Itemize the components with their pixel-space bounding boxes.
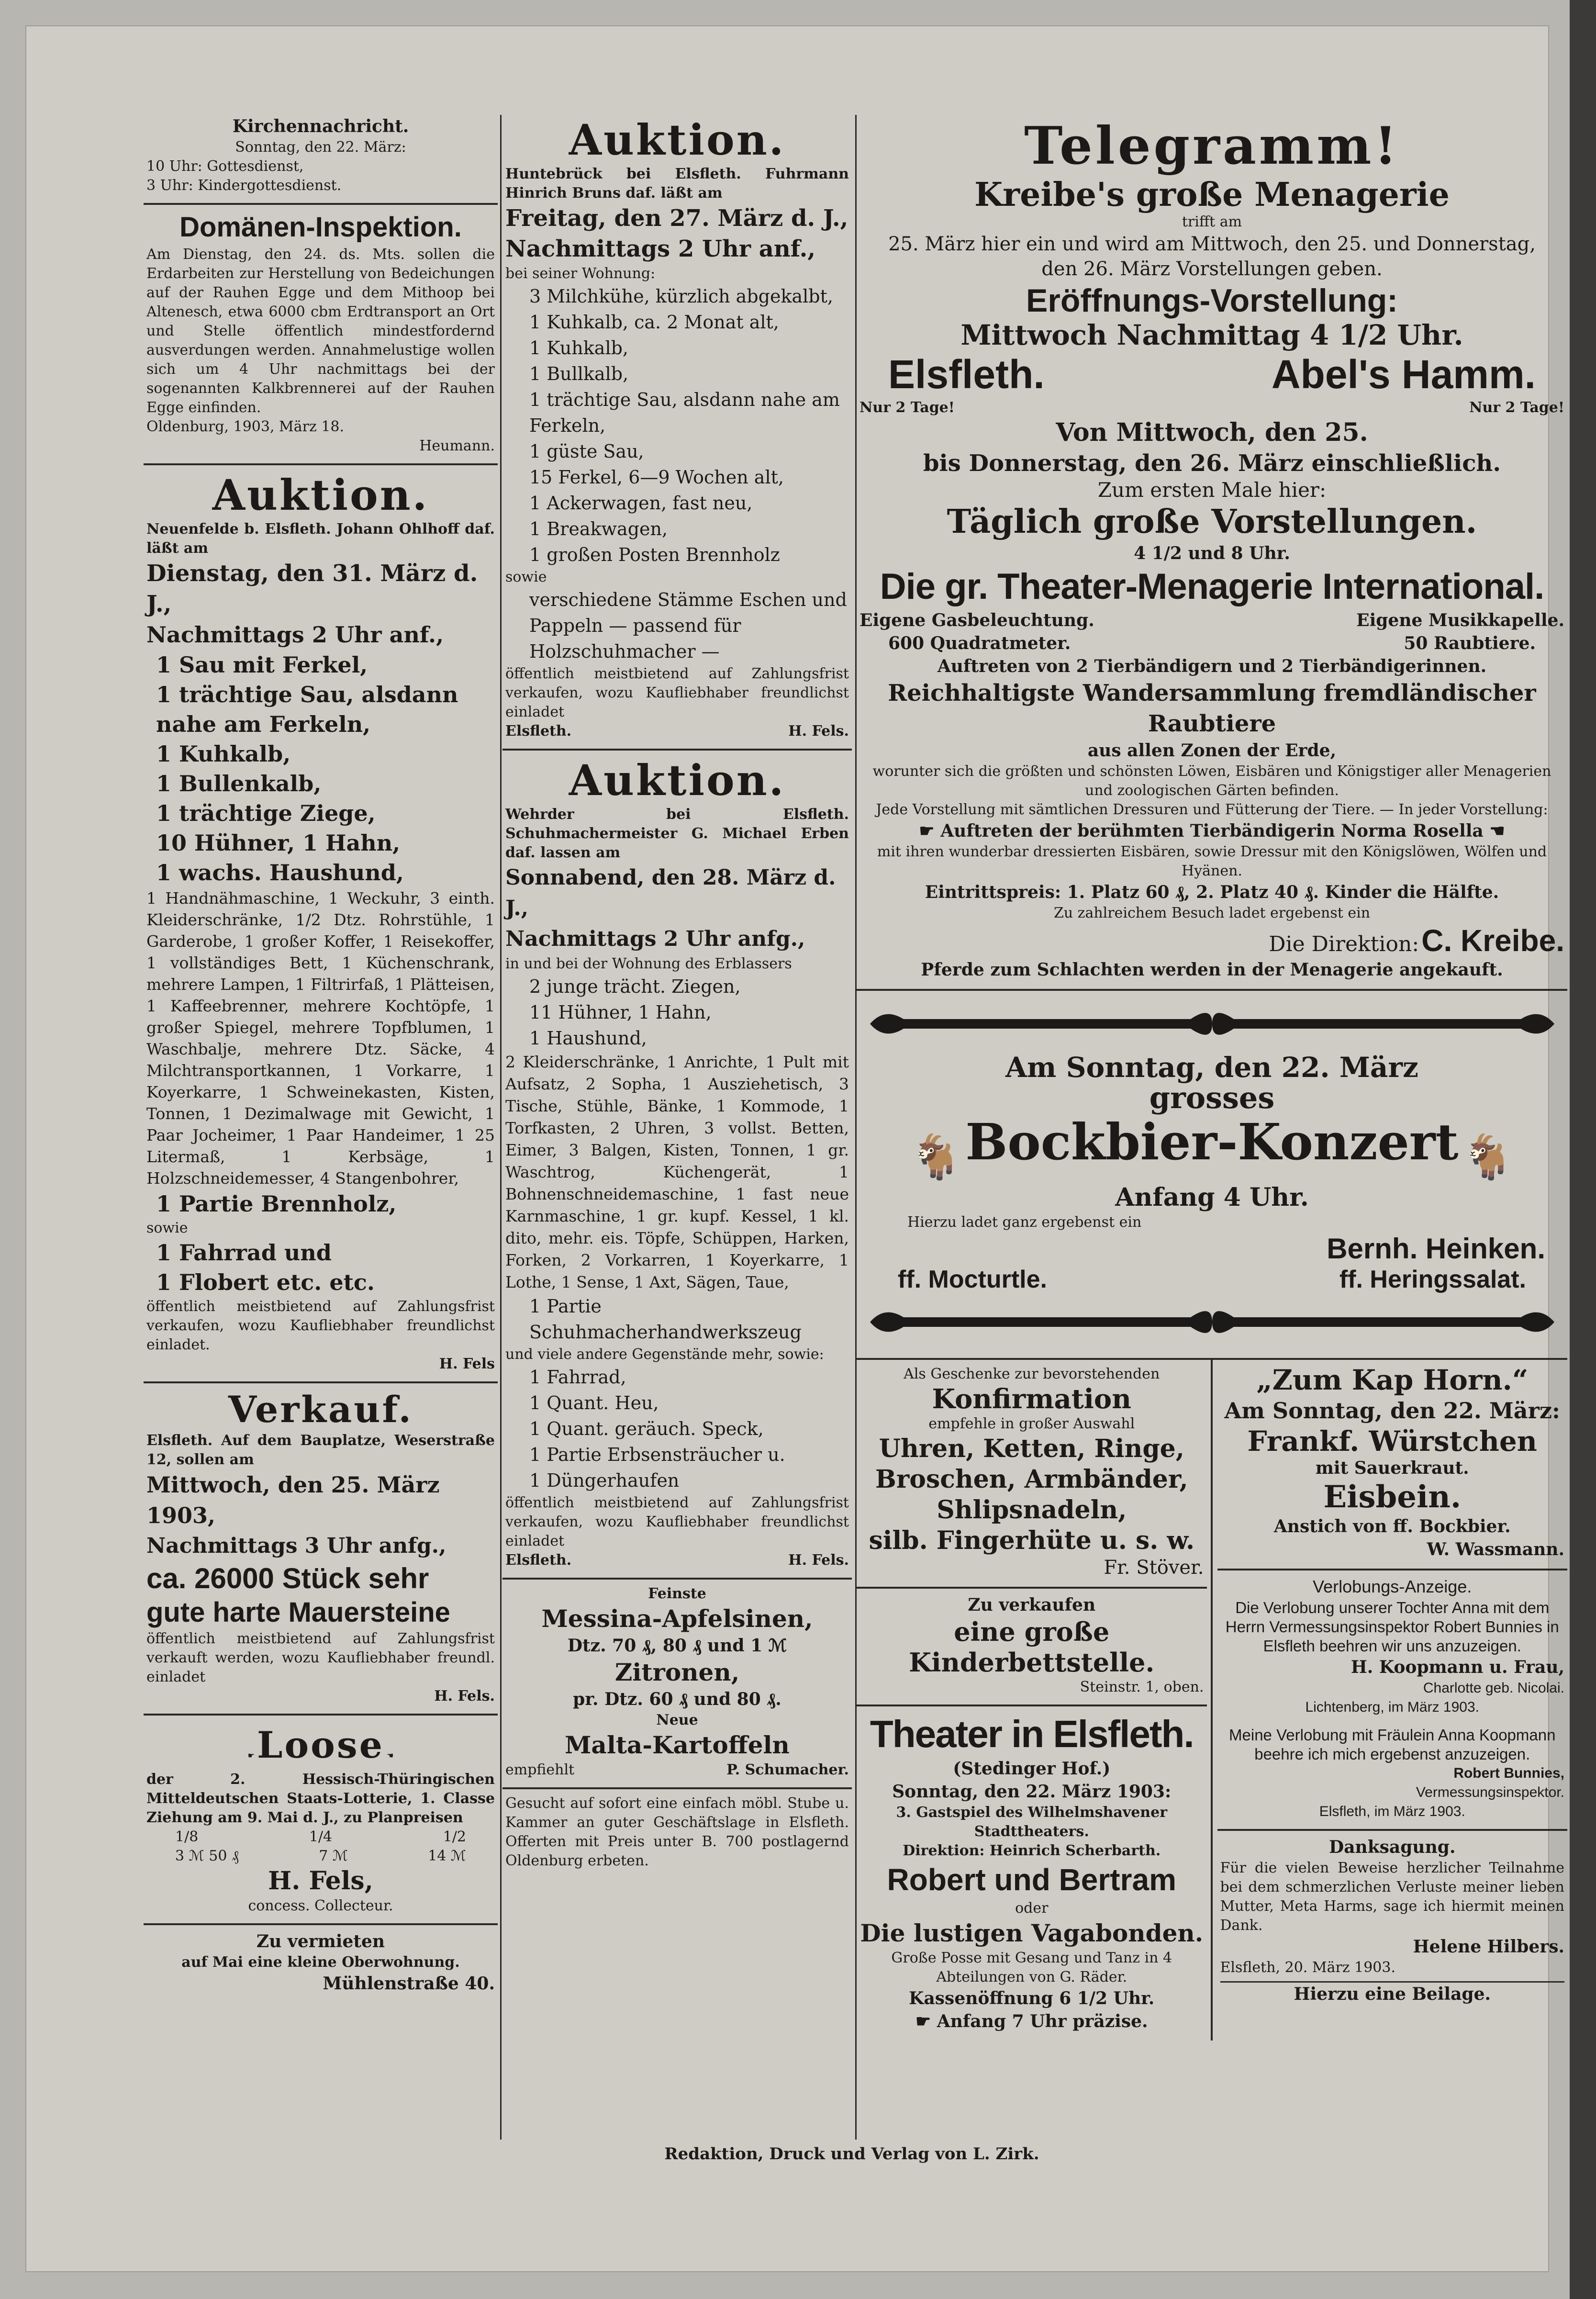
ad-text: Jede Vorstellung mit sämtlichen Dressuren und Fütterung der Tiere. — In jeder Vorstellung:: [876, 801, 1548, 818]
ad-place: Elsfleth.: [888, 352, 1045, 397]
pointing-hand-icon: ☛: [247, 1751, 255, 1760]
list-item: 1 Breakwagen,: [529, 518, 668, 539]
verlobung-ad: [1217, 1570, 1568, 1831]
ad-line: Shlipsnadeln,: [937, 1495, 1127, 1525]
goat-icon: 🐐: [909, 1132, 963, 1182]
domaenen-ad: [144, 205, 498, 465]
list-item: 1 trächtige Ziege,: [156, 800, 376, 826]
ad-text: Große Posse mit Gesang und Tanz in 4 Abteilungen von G. Räder.: [891, 1950, 1172, 1985]
ad-intro: Huntebrück bei Elsfleth. Fuhrmann Hinrich Bruns daf. läßt am: [505, 166, 849, 202]
price: 14 ℳ: [428, 1848, 466, 1864]
ad-intro: Wehrder bei Elsfleth. Schuhmachermeister G. Michael Erben daf. lassen am: [505, 806, 849, 861]
ornament-rule: [859, 1302, 1564, 1342]
ad-signature-row: [505, 1551, 849, 1570]
kaphorn-ad: [1217, 1360, 1568, 1570]
ad-line: Anfang 7 Uhr präzise.: [937, 2011, 1148, 2031]
list-item: 11 Hühner, 1 Hahn,: [529, 1002, 712, 1023]
ad-subtitle: Kreibe's große Menagerie: [974, 176, 1450, 214]
ad-sign: Heumann.: [419, 437, 495, 454]
ad-headline: Die gr. Theater-Menagerie International.: [880, 566, 1544, 607]
ad-intro: Elsfleth. Auf dem Bauplatze, Weserstraße 12, sollen am: [146, 1432, 495, 1468]
ad-line: Auftreten der berühmten Tierbändigerin Norma Rosella: [940, 821, 1484, 841]
ad-line: (Stedinger Hof.): [953, 1759, 1111, 1779]
ad-signature-row: [505, 1761, 849, 1780]
ad-text: 25. März hier ein und wird am Mittwoch, den 25. und Donnerstag, den 26. März Vorstellungen geben.: [888, 233, 1536, 280]
ad-line: Zum ersten Male hier:: [1097, 478, 1327, 502]
ad-title: Auktion.: [212, 470, 429, 520]
ad-time: Nachmittags 2 Uhr anf.,: [146, 622, 444, 648]
ad-text: öffentlich meistbietend auf Zahlungsfrist verkaufen, wozu Kaufliebhaber freundlichst einladet.: [146, 1298, 495, 1353]
list-item: 1 Bullkalb,: [529, 363, 629, 384]
ad-feature: 600 Quadratmeter.: [888, 633, 1071, 653]
list-item: 10 Hühner, 1 Hahn,: [156, 830, 401, 856]
ad-line: Kassenöffnung 6 1/2 Uhr.: [909, 1988, 1155, 2008]
ornament-icon: [865, 1005, 1559, 1043]
price: 3 ℳ 50 ₰: [175, 1848, 239, 1864]
pointing-hand-icon: ☚: [387, 1751, 394, 1760]
ad-price: Dtz. 70 ₰, 80 ₰ und 1 ℳ: [567, 1636, 787, 1656]
column-1: [144, 110, 498, 2003]
ad-text: worunter sich die größten und schönsten Löwen, Eisbären und Königstiger aller Menagerien und zoologischen Gärten befinden.: [872, 763, 1551, 799]
pointing-hand-icon: ☛: [915, 2011, 931, 2031]
list-item: 1 güste Sau,: [529, 441, 644, 462]
ad-title: Zu vermieten: [256, 1931, 385, 1951]
ad-line: 10 Uhr: Gottesdienst,: [146, 158, 304, 175]
ornament-rule: [859, 1004, 1564, 1043]
auktion-ad-3: [502, 751, 852, 1580]
ad-line: Am Sonntag, den 22. März: [1005, 1051, 1418, 1084]
list-item: 1 Partie Brennholz,: [156, 1191, 397, 1217]
ad-sign: H. Fels: [439, 1356, 495, 1372]
ad-line: Als Geschenke zur bevorstehenden: [904, 1366, 1160, 1382]
list-item: sowie: [146, 1220, 188, 1236]
ad-line: mit Sauerkraut.: [1315, 1458, 1469, 1478]
ad-place: Elsfleth, im März 1903.: [1319, 1804, 1465, 1819]
ad-line: trifft am: [1182, 213, 1242, 230]
pointing-hand-icon: ☚: [1489, 821, 1505, 841]
messina-ad: [502, 1580, 852, 1789]
ad-text: Am Dienstag, den 24. ds. Mts. sollen die Erdarbeiten zur Herstellung von Bedeichungen auf der Rauhen Egge und dem Mithoop bei Altenesch, etwa 6000 cbm Erdtransport an Ort und Stelle öffentlich mindestfordernd ausverdungen werden. Annahmelustige wollen sich um 4 Uhr nachmittags bei der sogenannten Kalkbrennerei auf der Rauhen Egge einfinden.: [146, 246, 495, 416]
vermieten-ad: [144, 1925, 498, 2003]
feature-row: [859, 609, 1564, 632]
price-row: [146, 1847, 495, 1866]
list-item: 1 großen Posten Brennholz: [529, 544, 780, 565]
ad-title: Konfirmation: [932, 1383, 1131, 1415]
list-item: 1 Haushund,: [529, 1028, 647, 1049]
ad-title: Kirchennachricht.: [232, 116, 409, 136]
list-item: 1 Quant. Heu,: [529, 1392, 659, 1413]
ad-sign: H. Fels,: [268, 1866, 373, 1895]
anfang-row: [859, 2010, 1204, 2033]
list-item: 2 junge trächt. Ziegen,: [529, 976, 741, 997]
item-list: [146, 650, 495, 887]
ad-title: eine große Kinderbettstelle.: [909, 1616, 1155, 1678]
ad-title: Loose: [257, 1724, 384, 1766]
ad-note: Nur 2 Tage!: [859, 399, 955, 416]
ad-line: Am Sonntag, den 22. März:: [1224, 1398, 1560, 1424]
verkauf-ad: [144, 1383, 498, 1716]
ad-line: Feinste: [648, 1585, 706, 1602]
ad-title: „Zum Kap Horn.“: [1256, 1364, 1529, 1396]
ad-text: auf Mai eine kleine Oberwohnung.: [181, 1954, 460, 1971]
list-item: 1 Quant. geräuch. Speck,: [529, 1418, 764, 1439]
list-item: 1 Düngerhaufen: [529, 1470, 680, 1491]
ad-time: Nachmittags 3 Uhr anfg.,: [146, 1534, 446, 1558]
list-item: 1 Fahrrad und: [156, 1240, 332, 1266]
ad-feature: Eigene Gasbeleuchtung.: [859, 610, 1094, 630]
ad-line: 4 1/2 und 8 Uhr.: [1134, 543, 1290, 563]
ad-sign: Bernh. Heinken.: [1327, 1233, 1545, 1265]
ad-line: Mittwoch Nachmittag 4 1/2 Uhr.: [960, 319, 1463, 351]
ad-line: Hierzu eine Beilage.: [1220, 1981, 1565, 2006]
ad-text: bei seiner Wohnung:: [505, 265, 656, 282]
ad-line: Sonntag, den 22. März:: [235, 139, 406, 156]
stoever-ad: [857, 1360, 1207, 1589]
list-item: 1 trächtige Sau, alsdann nahe am Ferkeln,: [156, 682, 458, 737]
ad-title: Verkauf.: [228, 1388, 413, 1431]
list-item: verschiedene Stämme Eschen und Pappeln — passend für Holzschuhmacher —: [529, 589, 847, 662]
ad-headline: gute harte Mauersteine: [146, 1597, 450, 1628]
ad-title: Auktion.: [569, 755, 786, 805]
ad-text: Für die vielen Beweise herzlicher Teilnahme bei dem schmerzlichen Verluste meiner lieben Mutter, Meta Harms, sage ich hiermit meinen Dank.: [1220, 1860, 1564, 1934]
ad-line: Eintrittspreis: 1. Platz 60 ₰, 2. Platz 40 ₰. Kinder die Hälfte.: [925, 882, 1499, 902]
list-item: 1 trächtige Sau, alsdann nahe am Ferkeln,: [529, 389, 840, 436]
price: 7 ℳ: [319, 1848, 348, 1864]
list-item: 1 Kuhkalb,: [156, 741, 291, 767]
ad-sign: Fr. Stöver.: [1104, 1557, 1204, 1579]
ad-title: Danksagung.: [1329, 1837, 1456, 1857]
fraction-row: [146, 1828, 495, 1847]
kinderbett-ad: [857, 1589, 1207, 1706]
kirchen-ad: [144, 110, 498, 205]
ad-sign: H. Fels.: [788, 723, 849, 740]
ad-title: Messina-Apfelsinen,: [541, 1604, 813, 1633]
ad-place: Elsfleth, 20. März 1903.: [1220, 1959, 1396, 1976]
list-item: 1 Partie Schuhmacherhandwerkszeug: [529, 1296, 802, 1343]
list-item: 1 Bullenkalb,: [156, 771, 322, 796]
ad-feature: Eigene Musikkapelle.: [1356, 610, 1564, 630]
gesucht-ad: [502, 1789, 852, 1878]
ad-headline: Eröffnungs-Vorstellung:: [1026, 282, 1398, 319]
ad-sub: concess. Collecteur.: [248, 1897, 393, 1914]
ad-text: öffentlich meistbietend auf Zahlungsfrist verkauft werden, wozu Kaufliebhaber freundl. einladet: [146, 1630, 495, 1685]
list-item: 1 Ackerwagen, fast neu,: [529, 493, 753, 514]
ad-date: Dienstag, den 31. März d. J.,: [146, 560, 478, 617]
list-item: 3 Milchkühe, kürzlich abgekalbt,: [529, 286, 833, 307]
column-rule: [500, 115, 502, 2140]
ad-feature: 50 Raubtiere.: [1404, 633, 1536, 653]
ad-line: aus allen Zonen der Erde,: [1087, 740, 1337, 761]
menu-row: [859, 1265, 1564, 1294]
lower-right: [1213, 1360, 1568, 2041]
ad-line: Uhren, Ketten, Ringe,: [879, 1434, 1184, 1463]
ad-text: in und bei der Wohnung des Erblassers: [505, 955, 792, 972]
ad-text: Gesucht auf sofort eine einfach möbl. Stube u. Kammer an guter Geschäftslage in Elsfleth. Offerten mit Preis unter B. 700 postlagernd Oldenburg erbeten.: [505, 1795, 849, 1869]
item-list: [505, 1364, 849, 1493]
list-item: 1 Fahrrad,: [529, 1367, 626, 1388]
ad-sign: Robert Bunnies,: [1453, 1765, 1564, 1781]
loose-title-row: [146, 1720, 495, 1770]
ad-line: Reichhaltigste Wandersammlung fremdländischer Raubtiere: [888, 680, 1536, 737]
ad-text: Zu zahlreichem Besuch ladet ergebenst ein: [1053, 905, 1371, 921]
ad-line: Zu verkaufen: [968, 1595, 1096, 1615]
auktion-ad-1: [144, 465, 498, 1383]
ad-time: Nachmittags 2 Uhr anf.,: [505, 236, 816, 262]
location-row: [859, 350, 1564, 398]
ad-line: 3. Gastspiel des Wilhelmshavener Stadttheaters.: [896, 1804, 1167, 1840]
lower-left: [857, 1360, 1213, 2041]
ad-text: öffentlich meistbietend auf Zahlungsfrist verkaufen, wozu Kaufliebhaber freundlichst einladet: [505, 665, 849, 720]
ad-intro: Neuenfelde b. Elsfleth. Johann Ohlhoff daf. läßt am: [146, 521, 495, 557]
ad-line: Frankf. Würstchen: [1247, 1425, 1537, 1458]
pointing-hand-icon: ☛: [919, 821, 935, 841]
ad-title: Malta-Kartoffeln: [565, 1731, 790, 1759]
menu-item: ff. Mocturtle.: [898, 1266, 1047, 1293]
ad-headline: Täglich große Vorstellungen.: [947, 503, 1477, 541]
item-list: [505, 283, 849, 568]
theater-ad: [857, 1706, 1207, 2041]
list-item: 1 Flobert etc. etc.: [156, 1269, 375, 1295]
ad-line: silb. Fingerhüte u. s. w.: [869, 1526, 1195, 1555]
ad-line: Eisbein.: [1323, 1479, 1462, 1515]
ad-address: Mühlenstraße 40.: [323, 1974, 495, 1994]
list-item: 15 Ferkel, 6—9 Wochen alt,: [529, 467, 784, 488]
ad-place: Elsfleth.: [505, 723, 572, 740]
ad-address: Steinstr. 1, oben.: [1080, 1679, 1204, 1695]
list-item: 1 Partie Erbsensträucher u.: [529, 1444, 785, 1465]
ad-line: Die Direktion:: [1269, 932, 1419, 956]
ad-line: bis Donnerstag, den 26. März einschließlich.: [923, 450, 1501, 477]
direktion-row: [859, 923, 1564, 958]
list-item: 1 Kuhkalb, ca. 2 Monat alt,: [529, 312, 779, 333]
ad-place: Abel's Hamm.: [1271, 352, 1536, 397]
scan-edge: [1570, 0, 1596, 2299]
ad-line: Broschen, Armbänder,: [875, 1465, 1188, 1494]
ad-date: Freitag, den 27. März d. J.,: [505, 205, 848, 232]
ad-sign: H. Koopmann u. Frau,: [1350, 1657, 1564, 1677]
bockbier-ad: [857, 991, 1567, 1360]
ad-title: Domänen-Inspektion.: [179, 212, 462, 243]
ad-line: Anfang 4 Uhr.: [1115, 1183, 1309, 1212]
ad-line: Pferde zum Schlachten werden in der Menagerie angekauft.: [921, 960, 1503, 980]
ad-title: Zitronen,: [614, 1658, 740, 1686]
loose-ad: [144, 1716, 498, 1925]
telegramm-ad: [857, 110, 1567, 991]
fraction: 1/4: [309, 1828, 333, 1845]
ad-place: Elsfleth.: [505, 1552, 572, 1569]
ad-place: Lichtenberg, im März 1903.: [1305, 1699, 1479, 1715]
list-item: 1 Sau mit Ferkel,: [156, 652, 368, 678]
ad-text: der 2. Hessisch-Thüringischen Mitteldeutschen Staats-Lotterie, 1. Classe Ziehung am 9. Mai d. J., zu Planpreisen: [146, 1771, 495, 1826]
ad-line: 3 Uhr: Kindergottesdienst.: [146, 177, 342, 194]
ad-text: empfiehlt: [505, 1761, 575, 1778]
ad-sign: Charlotte geb. Nicolai.: [1423, 1680, 1564, 1696]
ad-line: oder: [1015, 1900, 1049, 1917]
ad-line: Neue: [656, 1712, 698, 1728]
fraction: 1/8: [175, 1828, 199, 1845]
ad-title: Telegramm!: [1024, 116, 1400, 176]
ad-text: öffentlich meistbietend auf Zahlungsfrist verkaufen, wozu Kaufliebhaber freundlichst einladet: [505, 1494, 849, 1549]
ad-sign: Helene Hilbers.: [1413, 1937, 1564, 1957]
imprint-footer: Redaktion, Druck und Verlag von L. Zirk.: [664, 2144, 1039, 2164]
ad-sign: C. Kreibe.: [1421, 923, 1564, 958]
item-list: [505, 974, 849, 1051]
bockbier-title-row: [859, 1113, 1564, 1182]
ad-headline: Robert und Bertram: [887, 1862, 1176, 1897]
lower-split: [857, 1360, 1567, 2041]
nur-row: [859, 398, 1564, 417]
column-3: [857, 110, 1567, 2041]
ad-headline: ca. 26000 Stück sehr: [146, 1562, 429, 1594]
menu-item: ff. Heringssalat.: [1339, 1266, 1526, 1293]
ad-date: Oldenburg, 1903, März 18.: [146, 418, 345, 435]
ornament-icon: [865, 1303, 1559, 1341]
fraction: 1/2: [443, 1828, 466, 1845]
ad-date: Mittwoch, den 25. März 1903,: [146, 1472, 440, 1528]
ad-line: Von Mittwoch, den 25.: [1056, 418, 1368, 447]
feature-row: [859, 632, 1564, 655]
ad-price: pr. Dtz. 60 ₰ und 80 ₰.: [573, 1689, 781, 1709]
ad-title: Verlobungs-Anzeige.: [1313, 1577, 1472, 1596]
ad-time: Nachmittags 2 Uhr anfg.,: [505, 927, 805, 951]
ad-line: empfehle in großer Auswahl: [928, 1415, 1135, 1432]
ad-signature-row: [505, 722, 849, 741]
norma-row: [859, 819, 1564, 842]
column-2: [502, 110, 852, 1878]
ad-text: Hierzu ladet ganz ergebenst ein: [907, 1214, 1142, 1231]
ad-text: Meine Verlobung mit Fräulein Anna Koopmann beehre ich mich ergebenst anzuzeigen.: [1229, 1726, 1556, 1763]
list-item: 1 wachs. Haushund,: [156, 860, 404, 886]
ad-text: 2 Kleiderschränke, 1 Anrichte, 1 Pult mit Aufsatz, 2 Sopha, 1 Ausziehetisch, 3 Tische, Stühle, Bänke, 1 Kommode, 1 Torfkasten, 2 Uhren, 3 vollst. Betten, Eimer, 3 Balgen, Kisten, Tonnen, 1 gr. Waschtrog, Küchengerät, 1 Bohnenschneidemaschine, 1 fast neue Karnmaschine, 1 gr. kupf. Kessel, 1 kl. dito, mehr. eis. Töpfe, Schüppen, Harken, Forken, 2 Vorkarren, 1 Koyerkarre, 1 Lothe, 1 Sense, 1 Axt, Sägen, Taue,: [505, 1053, 849, 1291]
list-item: 1 Kuhkalb,: [529, 337, 628, 359]
ad-text: mit ihren wunderbar dressierten Eisbären, sowie Dressur mit den Königslöwen, Wölfen und Hyänen.: [877, 843, 1547, 879]
ad-subtitle: Die lustigen Vagabonden.: [860, 1919, 1204, 1947]
ad-note: Nur 2 Tage!: [1469, 399, 1564, 416]
ad-text: sowie: [505, 569, 547, 585]
ad-sign: W. Wassmann.: [1427, 1539, 1564, 1559]
ad-title: Auktion.: [569, 115, 786, 165]
ad-text: und viele andere Gegenstände mehr, sowie:: [505, 1346, 824, 1363]
ad-title: Theater in Elsfleth.: [870, 1713, 1194, 1755]
goat-icon: 🐐: [1461, 1132, 1515, 1182]
ad-sign: H. Fels.: [788, 1552, 849, 1569]
ad-text: Die Verlobung unserer Tochter Anna mit dem Herrn Vermessungsinspektor Robert Bunnies in Elsfleth beehren wir uns anzuzeigen.: [1225, 1599, 1559, 1655]
ad-line: Direktion: Heinrich Scherbarth.: [903, 1842, 1161, 1859]
ad-title: Bockbier-Konzert: [965, 1112, 1459, 1171]
auktion-ad-2: [502, 110, 852, 751]
ad-line: Auftreten von 2 Tierbändigern und 2 Tierbändigerinnen.: [937, 656, 1487, 676]
ad-line: Sonntag, den 22. März 1903:: [892, 1782, 1172, 1802]
ad-date: Sonnabend, den 28. März d. J.,: [505, 865, 836, 920]
ad-sign: P. Schumacher.: [726, 1761, 849, 1778]
ad-sign: H. Fels.: [434, 1688, 495, 1705]
dank-ad: [1217, 1831, 1568, 2013]
ad-sign: Vermessungsinspektor.: [1416, 1784, 1564, 1800]
ad-line: Anstich von ff. Bockbier.: [1273, 1516, 1511, 1536]
ad-text: 1 Handnähmaschine, 1 Weckuhr, 3 einth. Kleiderschränke, 1/2 Dtz. Rohrstühle, 1 Garderobe, 1 großer Koffer, 1 Reisekoffer, 1 vollständiges Bett, 1 Küchenschrank, mehrere Lampen, 1 Filtrirfaß, 1 Plätteisen, 1 Kaffeebrenner, mehrere Kochtöpfe, 1 großer Spiegel, mehrere Topfblumen, 1 Waschbalje, mehrere Dtz. Säcke, 4 Milchtransportkannen, 1 Vorkarre, 1 Koyerkarre, 1 Schweinekasten, Kisten, Tonnen, 1 Dezimalwage mit Gewicht, 1 Paar Jocheimer, 1 Paar Handeimer, 1 25 Litermaß, 1 Kerbsäge, 1 Holzschneidemesser, 4 Stangenbohrer,: [146, 889, 495, 1188]
ad-line: grosses: [1149, 1080, 1275, 1115]
